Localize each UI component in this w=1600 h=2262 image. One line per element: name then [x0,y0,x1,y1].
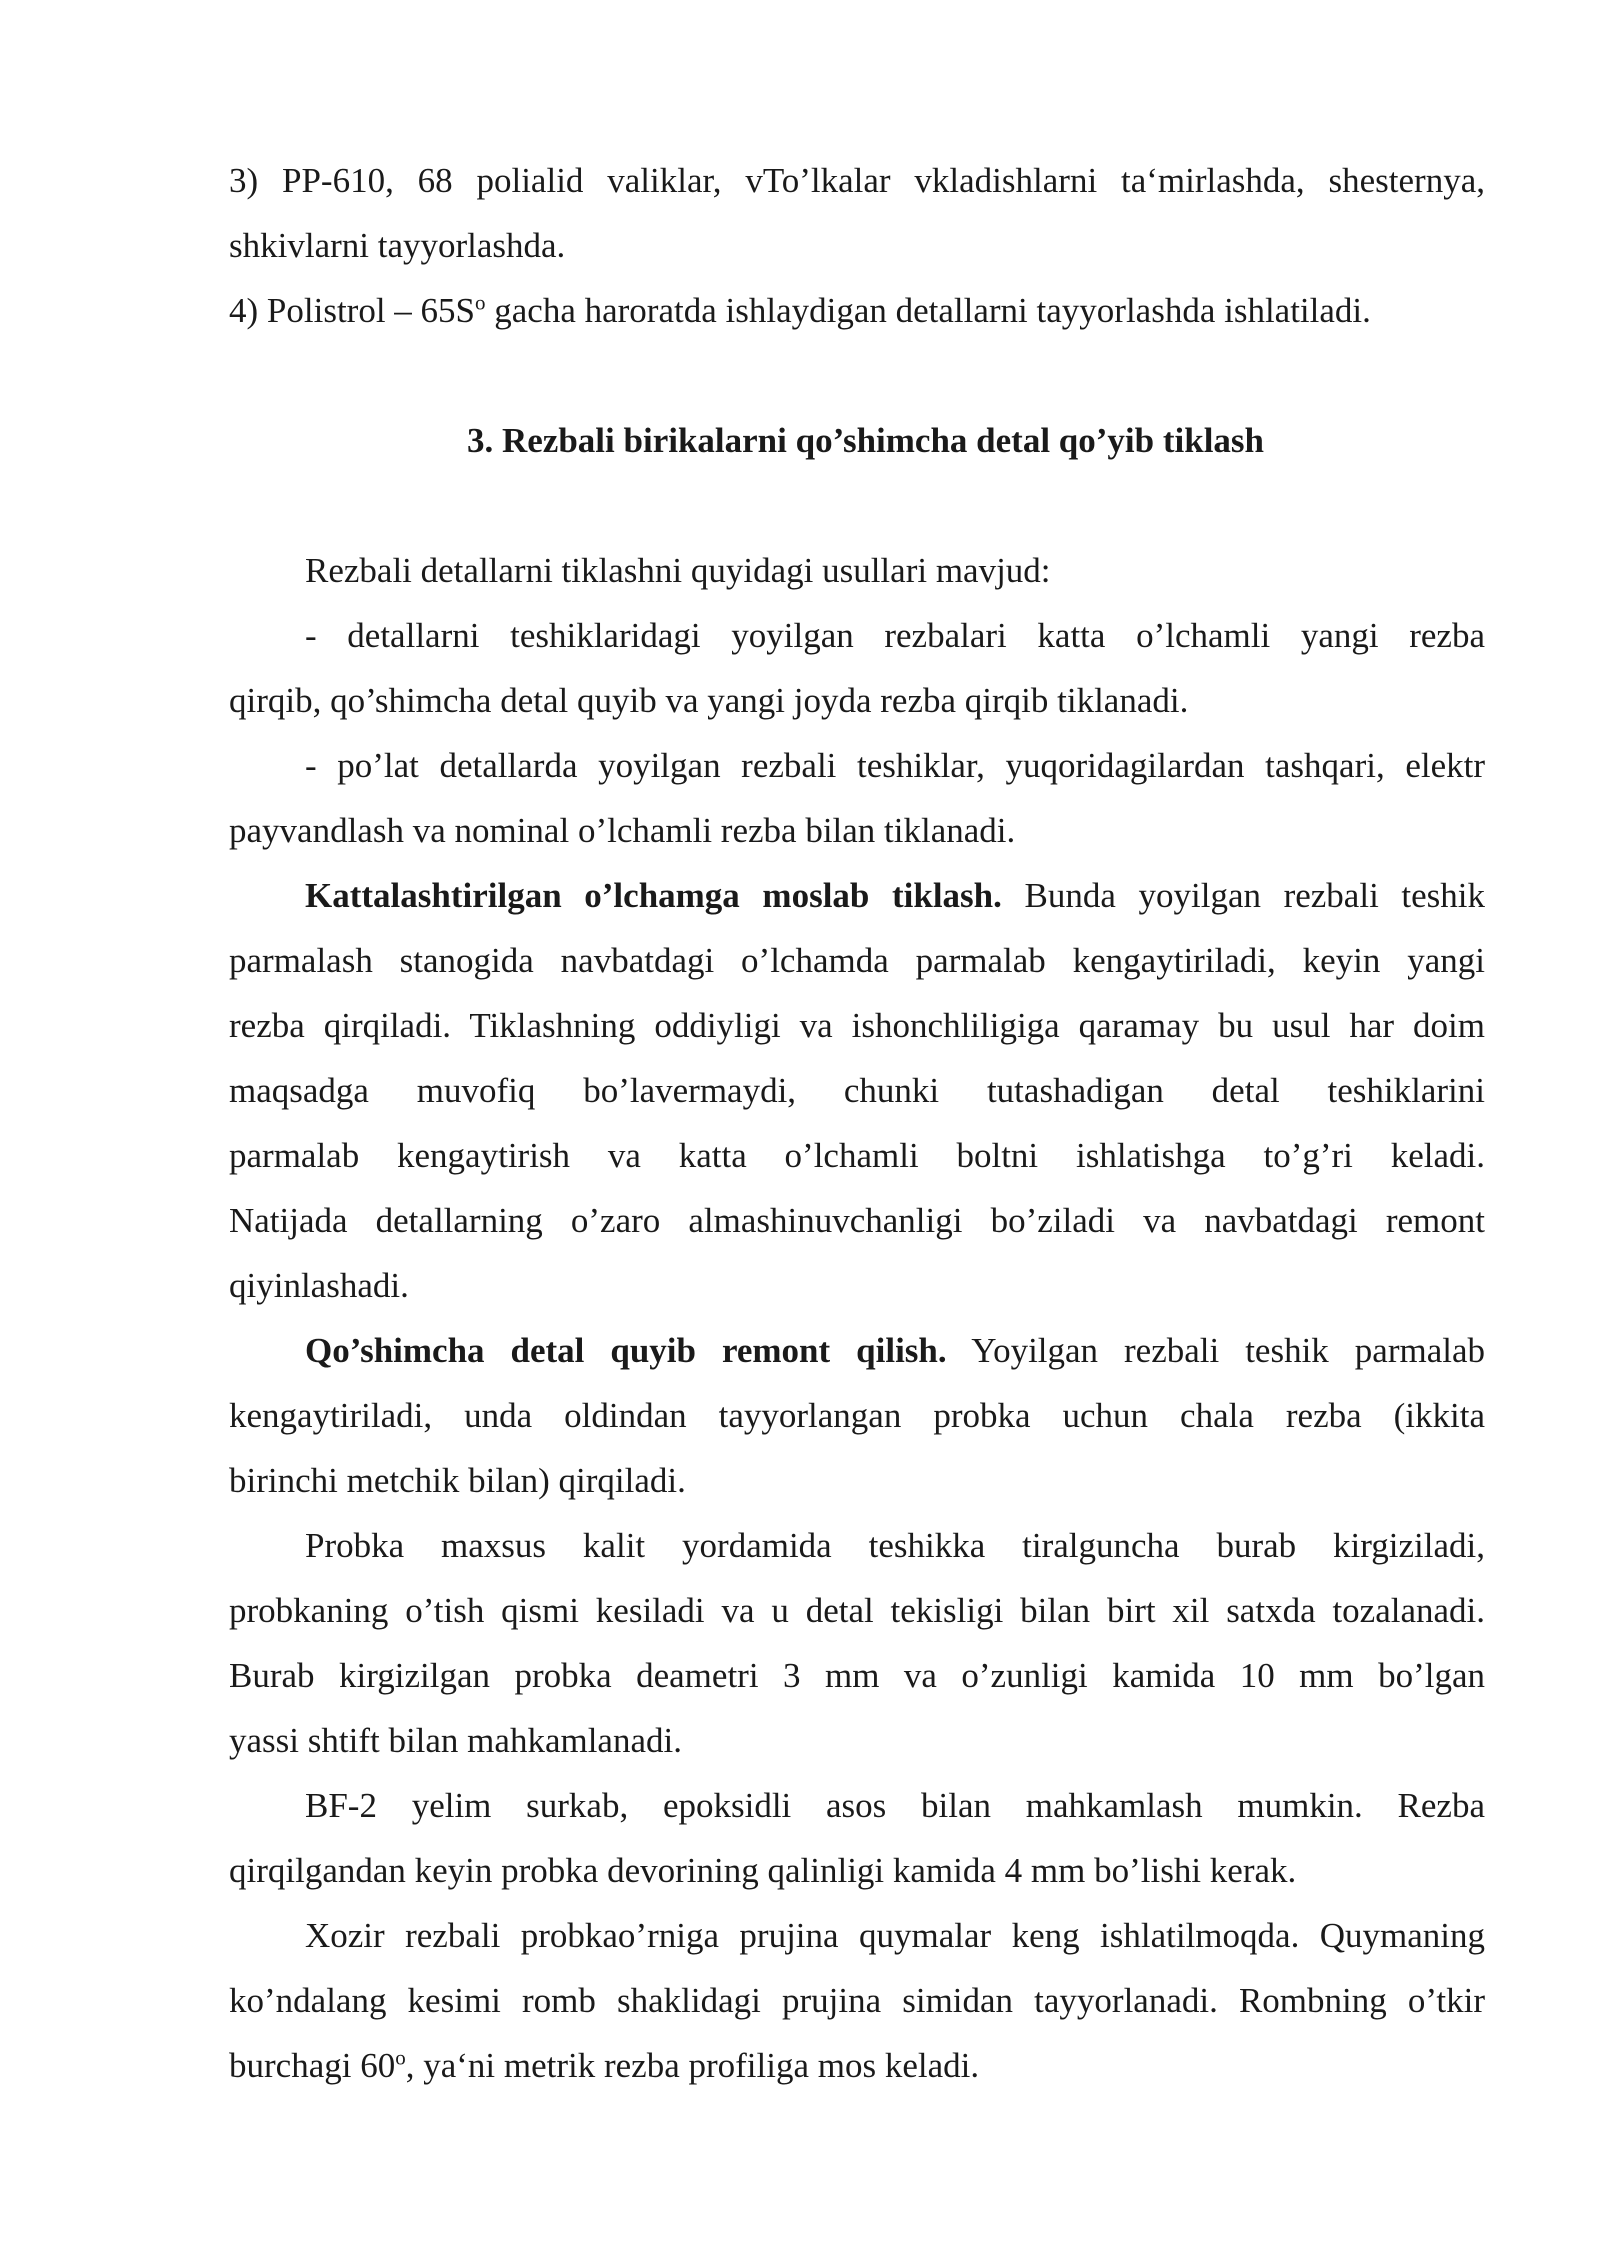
paragraph-3-line-2: probkaning o’tish qismi kesiladi va u detal tekisligi bilan birt xil satxda tozalanadi. [229,1591,1485,1630]
list-item-4-tail: gacha haroratda ishlaydigan detallarni tayyorlashda ishlatiladi. [485,291,1371,330]
paragraph-5-line-3 [229,2033,1485,2098]
intro-line: Rezbali detallarni tiklashni quyidagi usullari mavjud: [305,551,1051,590]
paragraph-1-line-1-rest: Bunda yoyilgan rezbali teshik [1001,876,1485,915]
paragraph-4-line-2: qirqilgandan keyin probka devorining qalinligi kamida 4 mm bo’lishi kerak. [229,1851,1297,1890]
document-page [229,148,1485,2098]
list-item-4 [229,278,1485,343]
paragraph-1-bold-lead: Kattalashtirilgan o’lchamga moslab tiklash. [305,876,1002,915]
list-item-3-line-1: 3) PP-610, 68 polialid valiklar, vTo’lkalar vkladishlarni ta‘mirlashda, shesternya, [229,161,1485,200]
paragraph-3-line-4: yassi shtift bilan mahkamlanadi. [229,1721,682,1760]
list-item-4-text: 4) Polistrol – 65S [229,291,476,330]
list-item-3-line-2: shkivlarni tayyorlashda. [229,226,566,265]
paragraph-4-line-1: BF-2 yelim surkab, epoksidli asos bilan mahkamlash mumkin. Rezba [305,1786,1485,1825]
degree-mark: o [475,290,486,315]
dash-item-2-line-1: - po’lat detallarda yoyilgan rezbali teshiklar, yuqoridagilardan tashqari, elektr [305,746,1485,785]
paragraph-3-line-1: Probka maxsus kalit yordamida teshikka tiralguncha burab kirgiziladi, [305,1526,1485,1565]
paragraph-2-line-1 [229,1318,1485,1383]
dash-item-1-line-2: qirqib, qo’shimcha detal quyib va yangi joyda rezba qirqib tiklanadi. [229,681,1189,720]
paragraph-1-line-7: qiyinlashadi. [229,1266,409,1305]
section-heading: 3. Rezbali birikalarni qo’shimcha detal qo’yib tiklash [467,421,1265,460]
paragraph-2-line-3: birinchi metchik bilan) qirqiladi. [229,1461,686,1500]
paragraph-2-line-1-rest: Yoyilgan rezbali teshik parmalab [946,1331,1485,1370]
paragraph-1-line-4: maqsadga muvofiq bo’lavermaydi, chunki tutashadigan detal teshiklarini [229,1071,1485,1110]
paragraph-5-line-2: ko’ndalang kesimi romb shaklidagi prujina simidan tayyorlanadi. Rombning o’tkir [229,1981,1485,2020]
paragraph-5-line-3-tail: , ya‘ni metrik rezba profiliga mos keladi. [405,2046,980,2085]
paragraph-5-line-3-text: burchagi 60 [229,2046,396,2085]
paragraph-5-line-1: Xozir rezbali probkao’rniga prujina quymalar keng ishlatilmoqda. Quymaning [305,1916,1485,1955]
degree-mark: o [395,2045,406,2070]
paragraph-2-bold-lead: Qo’shimcha detal quyib remont qilish. [305,1331,947,1370]
paragraph-1-line-2: parmalash stanogida navbatdagi o’lchamda parmalab kengaytiriladi, keyin yangi [229,941,1485,980]
paragraph-2-line-2: kengaytiriladi, unda oldindan tayyorlangan probka uchun chala rezba (ikkita [229,1396,1485,1435]
paragraph-1-line-6: Natijada detallarning o’zaro almashinuvchanligi bo’ziladi va navbatdagi remont [229,1201,1485,1240]
paragraph-3-line-3: Burab kirgizilgan probka deametri 3 mm va o’zunligi kamida 10 mm bo’lgan [229,1656,1485,1695]
paragraph-1-line-1 [229,863,1485,928]
paragraph-1-line-3: rezba qirqiladi. Tiklashning oddiyligi va ishonchliligiga qaramay bu usul har doim [229,1006,1485,1045]
dash-item-2-line-2: payvandlash va nominal o’lchamli rezba bilan tiklanadi. [229,811,1016,850]
paragraph-1-line-5: parmalab kengaytirish va katta o’lchamli boltni ishlatishga to’g’ri keladi. [229,1136,1485,1175]
dash-item-1-line-1: - detallarni teshiklaridagi yoyilgan rezbalari katta o’lchamli yangi rezba [305,616,1485,655]
